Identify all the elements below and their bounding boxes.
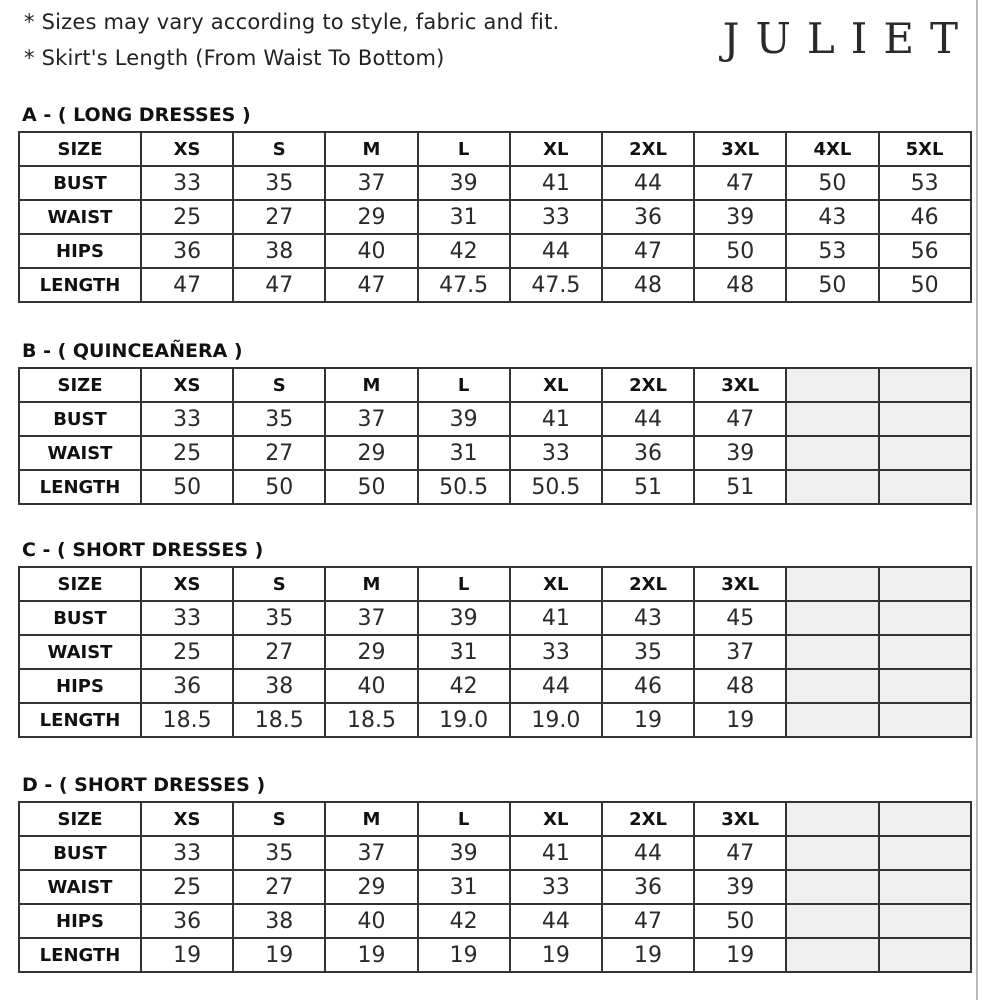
empty-cell — [786, 470, 878, 504]
skirt-length-note: * Skirt's Length (From Waist To Bottom) — [24, 46, 445, 70]
measurement-value: 18.5 — [325, 703, 417, 737]
table-header-row — [19, 802, 971, 836]
measurement-value: 50 — [694, 234, 786, 268]
size-header-cell: 3XL — [694, 132, 786, 166]
measurement-value: 40 — [325, 234, 417, 268]
measurement-value: 19 — [233, 938, 325, 972]
size-table-quinceanera — [18, 367, 972, 505]
measurement-value: 42 — [418, 669, 510, 703]
measurement-value: 33 — [510, 870, 602, 904]
measurement-label: LENGTH — [19, 703, 141, 737]
measurement-value: 33 — [510, 436, 602, 470]
measurement-value: 27 — [233, 870, 325, 904]
measurement-value: 50.5 — [510, 470, 602, 504]
measurement-value: 35 — [233, 166, 325, 200]
size-header-cell: 5XL — [879, 132, 971, 166]
measurement-value: 29 — [325, 635, 417, 669]
empty-cell — [786, 938, 878, 972]
measurement-value: 39 — [694, 870, 786, 904]
size-header-cell: 3XL — [694, 802, 786, 836]
measurement-value: 39 — [418, 166, 510, 200]
measurement-value: 27 — [233, 635, 325, 669]
measurement-value: 37 — [325, 601, 417, 635]
sizing-note: * Sizes may vary according to style, fabric and fit. — [24, 10, 560, 34]
empty-cell — [879, 904, 971, 938]
size-header-cell: XS — [141, 132, 233, 166]
measurement-value: 44 — [602, 402, 694, 436]
measurement-value: 25 — [141, 200, 233, 234]
measurement-value: 50 — [879, 268, 971, 302]
measurement-value: 45 — [694, 601, 786, 635]
measurement-value: 44 — [510, 234, 602, 268]
measurement-value: 33 — [510, 200, 602, 234]
measurement-value: 35 — [233, 836, 325, 870]
table-row — [19, 669, 971, 703]
size-header-cell: XS — [141, 368, 233, 402]
measurement-value: 39 — [418, 601, 510, 635]
section-title-long-dresses: A - ( LONG DRESSES ) — [22, 104, 251, 126]
measurement-value: 47 — [694, 402, 786, 436]
measurement-value: 40 — [325, 904, 417, 938]
table-header-row — [19, 368, 971, 402]
measurement-value: 50 — [325, 470, 417, 504]
table-row — [19, 234, 971, 268]
measurement-label: HIPS — [19, 234, 141, 268]
measurement-value: 47 — [694, 166, 786, 200]
measurement-value: 50 — [233, 470, 325, 504]
empty-cell — [879, 470, 971, 504]
size-header-cell: XL — [510, 802, 602, 836]
measurement-label: WAIST — [19, 635, 141, 669]
measurement-value: 41 — [510, 166, 602, 200]
size-header-cell: 3XL — [694, 567, 786, 601]
measurement-value: 44 — [602, 836, 694, 870]
measurement-value: 56 — [879, 234, 971, 268]
table-row — [19, 436, 971, 470]
measurement-value: 39 — [418, 836, 510, 870]
empty-cell — [786, 402, 878, 436]
table-header-row — [19, 567, 971, 601]
measurement-value: 47 — [233, 268, 325, 302]
measurement-value: 31 — [418, 870, 510, 904]
measurement-value: 37 — [325, 836, 417, 870]
measurement-value: 38 — [233, 904, 325, 938]
empty-cell — [879, 436, 971, 470]
empty-cell — [786, 836, 878, 870]
measurement-value: 41 — [510, 836, 602, 870]
measurement-label: WAIST — [19, 436, 141, 470]
empty-cell — [879, 368, 971, 402]
measurement-value: 44 — [510, 669, 602, 703]
measurement-value: 19 — [694, 703, 786, 737]
measurement-value: 31 — [418, 436, 510, 470]
size-header-cell: XS — [141, 567, 233, 601]
size-header-cell: SIZE — [19, 132, 141, 166]
table-row — [19, 166, 971, 200]
measurement-value: 19 — [141, 938, 233, 972]
measurement-label: BUST — [19, 166, 141, 200]
measurement-value: 19.0 — [418, 703, 510, 737]
measurement-value: 53 — [786, 234, 878, 268]
section-title-short-dresses-c: C - ( SHORT DRESSES ) — [22, 539, 264, 561]
size-header-cell: M — [325, 368, 417, 402]
measurement-value: 41 — [510, 601, 602, 635]
measurement-value: 51 — [694, 470, 786, 504]
empty-cell — [786, 870, 878, 904]
measurement-value: 44 — [510, 904, 602, 938]
measurement-value: 38 — [233, 669, 325, 703]
table-row — [19, 268, 971, 302]
measurement-value: 18.5 — [233, 703, 325, 737]
measurement-value: 47 — [141, 268, 233, 302]
measurement-value: 50 — [141, 470, 233, 504]
measurement-value: 31 — [418, 635, 510, 669]
measurement-value: 25 — [141, 870, 233, 904]
measurement-value: 41 — [510, 402, 602, 436]
section-title-quinceanera: B - ( QUINCEAÑERA ) — [22, 340, 243, 362]
measurement-label: HIPS — [19, 904, 141, 938]
measurement-value: 38 — [233, 234, 325, 268]
measurement-label: BUST — [19, 601, 141, 635]
size-header-cell: L — [418, 132, 510, 166]
measurement-value: 19 — [510, 938, 602, 972]
size-header-cell: 2XL — [602, 802, 694, 836]
measurement-value: 19.0 — [510, 703, 602, 737]
measurement-value: 19 — [694, 938, 786, 972]
measurement-value: 47.5 — [418, 268, 510, 302]
size-header-cell: S — [233, 567, 325, 601]
measurement-value: 35 — [233, 402, 325, 436]
measurement-value: 44 — [602, 166, 694, 200]
size-header-cell: XL — [510, 567, 602, 601]
measurement-value: 29 — [325, 200, 417, 234]
empty-cell — [879, 567, 971, 601]
measurement-value: 39 — [418, 402, 510, 436]
size-header-cell: SIZE — [19, 368, 141, 402]
size-header-cell: L — [418, 368, 510, 402]
size-header-cell: XL — [510, 368, 602, 402]
measurement-label: LENGTH — [19, 470, 141, 504]
measurement-label: HIPS — [19, 669, 141, 703]
measurement-value: 50.5 — [418, 470, 510, 504]
measurement-value: 39 — [694, 436, 786, 470]
size-header-cell: S — [233, 802, 325, 836]
size-header-cell: XL — [510, 132, 602, 166]
measurement-label: WAIST — [19, 200, 141, 234]
measurement-value: 19 — [418, 938, 510, 972]
measurement-value: 29 — [325, 436, 417, 470]
measurement-label: WAIST — [19, 870, 141, 904]
measurement-value: 19 — [325, 938, 417, 972]
size-header-cell: M — [325, 132, 417, 166]
size-header-cell: S — [233, 132, 325, 166]
measurement-value: 37 — [325, 166, 417, 200]
size-header-cell: XS — [141, 802, 233, 836]
size-header-cell: 2XL — [602, 368, 694, 402]
empty-cell — [879, 402, 971, 436]
measurement-value: 50 — [694, 904, 786, 938]
size-header-cell: SIZE — [19, 802, 141, 836]
size-header-cell: 4XL — [786, 132, 878, 166]
measurement-value: 33 — [141, 836, 233, 870]
size-header-cell: S — [233, 368, 325, 402]
empty-cell — [786, 802, 878, 836]
size-header-cell: M — [325, 802, 417, 836]
measurement-value: 36 — [141, 904, 233, 938]
measurement-value: 39 — [694, 200, 786, 234]
size-header-cell: L — [418, 802, 510, 836]
measurement-value: 47 — [325, 268, 417, 302]
measurement-value: 37 — [325, 402, 417, 436]
empty-cell — [879, 703, 971, 737]
measurement-value: 51 — [602, 470, 694, 504]
measurement-value: 25 — [141, 436, 233, 470]
empty-cell — [786, 635, 878, 669]
measurement-value: 19 — [602, 703, 694, 737]
empty-cell — [786, 601, 878, 635]
empty-cell — [879, 836, 971, 870]
table-row — [19, 938, 971, 972]
measurement-value: 47 — [602, 234, 694, 268]
measurement-value: 33 — [141, 402, 233, 436]
measurement-value: 47 — [694, 836, 786, 870]
empty-cell — [786, 669, 878, 703]
measurement-value: 27 — [233, 436, 325, 470]
table-row — [19, 402, 971, 436]
empty-cell — [786, 436, 878, 470]
measurement-value: 50 — [786, 166, 878, 200]
table-row — [19, 703, 971, 737]
size-header-cell: 2XL — [602, 567, 694, 601]
size-table-short-dresses-d — [18, 801, 972, 973]
measurement-label: LENGTH — [19, 268, 141, 302]
table-header-row — [19, 132, 971, 166]
measurement-value: 48 — [602, 268, 694, 302]
measurement-value: 46 — [879, 200, 971, 234]
empty-cell — [786, 904, 878, 938]
size-header-cell: SIZE — [19, 567, 141, 601]
measurement-value: 36 — [141, 669, 233, 703]
measurement-value: 31 — [418, 200, 510, 234]
table-row — [19, 470, 971, 504]
table-row — [19, 635, 971, 669]
section-title-short-dresses-d: D - ( SHORT DRESSES ) — [22, 774, 266, 796]
measurement-value: 47.5 — [510, 268, 602, 302]
measurement-value: 18.5 — [141, 703, 233, 737]
measurement-label: BUST — [19, 836, 141, 870]
empty-cell — [879, 802, 971, 836]
measurement-value: 53 — [879, 166, 971, 200]
measurement-value: 33 — [510, 635, 602, 669]
table-row — [19, 904, 971, 938]
measurement-value: 43 — [602, 601, 694, 635]
size-header-cell: M — [325, 567, 417, 601]
measurement-value: 36 — [141, 234, 233, 268]
empty-cell — [786, 368, 878, 402]
table-row — [19, 601, 971, 635]
size-table-short-dresses-c — [18, 566, 972, 738]
measurement-value: 46 — [602, 669, 694, 703]
measurement-value: 42 — [418, 234, 510, 268]
measurement-label: BUST — [19, 402, 141, 436]
measurement-value: 19 — [602, 938, 694, 972]
measurement-label: LENGTH — [19, 938, 141, 972]
size-header-cell: 2XL — [602, 132, 694, 166]
empty-cell — [879, 635, 971, 669]
brand-logo: JULIET — [722, 14, 974, 63]
measurement-value: 47 — [602, 904, 694, 938]
measurement-value: 35 — [602, 635, 694, 669]
measurement-value: 40 — [325, 669, 417, 703]
empty-cell — [786, 567, 878, 601]
empty-cell — [786, 703, 878, 737]
measurement-value: 36 — [602, 870, 694, 904]
page-edge-divider — [976, 0, 978, 1000]
measurement-value: 35 — [233, 601, 325, 635]
measurement-value: 36 — [602, 200, 694, 234]
measurement-value: 48 — [694, 268, 786, 302]
size-header-cell: L — [418, 567, 510, 601]
empty-cell — [879, 601, 971, 635]
measurement-value: 50 — [786, 268, 878, 302]
size-table-long-dresses — [18, 131, 972, 303]
measurement-value: 37 — [694, 635, 786, 669]
empty-cell — [879, 938, 971, 972]
measurement-value: 42 — [418, 904, 510, 938]
table-row — [19, 870, 971, 904]
measurement-value: 27 — [233, 200, 325, 234]
measurement-value: 29 — [325, 870, 417, 904]
empty-cell — [879, 669, 971, 703]
measurement-value: 25 — [141, 635, 233, 669]
measurement-value: 33 — [141, 601, 233, 635]
measurement-value: 48 — [694, 669, 786, 703]
empty-cell — [879, 870, 971, 904]
table-row — [19, 200, 971, 234]
measurement-value: 36 — [602, 436, 694, 470]
table-row — [19, 836, 971, 870]
size-header-cell: 3XL — [694, 368, 786, 402]
measurement-value: 43 — [786, 200, 878, 234]
measurement-value: 33 — [141, 166, 233, 200]
